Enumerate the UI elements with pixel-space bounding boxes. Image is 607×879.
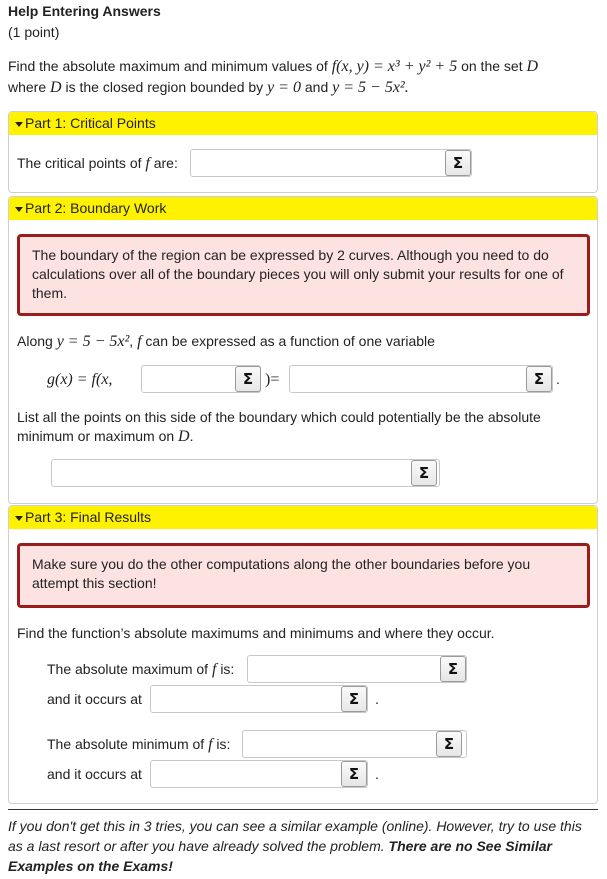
absolute-max-f: f	[211, 661, 217, 678]
along-curve: y = 5 − 5x²	[56, 333, 130, 350]
boundary-points-end: .	[189, 428, 194, 444]
problem-text-4: is the closed region bounded by	[65, 79, 264, 95]
g-of-x-input[interactable]	[289, 365, 553, 393]
critical-points-prompt	[17, 154, 178, 173]
collapse-triangle-icon	[15, 207, 23, 212]
final-instruction: Find the function’s absolute maximums and minimums and where they occur.	[17, 625, 495, 641]
absolute-max-location-input[interactable]	[150, 685, 368, 713]
absolute-min-input[interactable]	[242, 730, 467, 758]
help-entering-answers-link[interactable]: Help Entering Answers	[8, 3, 161, 19]
problem-text-3: where	[8, 79, 47, 95]
along-curve-text	[17, 332, 435, 351]
problem-function: f(x, y) = x³ + y² + 5	[331, 58, 458, 75]
equation-editor-sigma-icon[interactable]: Σ	[341, 686, 367, 712]
equation-editor-sigma-icon[interactable]: Σ	[436, 731, 462, 757]
period: .	[556, 371, 560, 387]
absolute-max-text-1: The absolute maximum of	[47, 661, 209, 677]
g-of-x-label: g(x) = f(x,	[47, 371, 113, 388]
final-results-alert: Make sure you do the other computations along the other boundaries before you attempt this section!	[17, 543, 590, 608]
problem-set-d: D	[50, 79, 62, 96]
critical-points-input[interactable]	[190, 149, 472, 177]
absolute-min-location-label: and it occurs at	[47, 766, 142, 782]
part-1-section	[8, 111, 598, 193]
equation-editor-sigma-icon[interactable]: Σ	[411, 460, 437, 486]
absolute-min-label	[47, 735, 230, 754]
part-1-header[interactable]	[9, 112, 597, 135]
absolute-max-location-label: and it occurs at	[47, 691, 142, 707]
along-text-3: can be expressed as a function of one variable	[145, 333, 435, 349]
problem-set: D	[526, 58, 539, 75]
critical-points-f: f	[145, 155, 150, 172]
along-text-2: ,	[129, 333, 134, 349]
equation-editor-sigma-icon[interactable]: Σ	[341, 761, 367, 787]
problem-statement	[8, 56, 598, 98]
absolute-min-text-2: is:	[216, 736, 231, 752]
collapse-triangle-icon	[15, 516, 23, 521]
equation-editor-sigma-icon[interactable]: Σ	[445, 150, 471, 176]
absolute-max-text-2: is:	[220, 661, 235, 677]
problem-text-1: Find the absolute maximum and minimum values of	[8, 58, 328, 74]
problem-bound-2: y = 5 − 5x².	[332, 79, 409, 96]
critical-points-text-1: The critical points of	[17, 155, 142, 171]
problem-text-5: and	[304, 79, 329, 95]
boundary-points-input[interactable]	[51, 459, 440, 487]
collapse-triangle-icon	[15, 122, 23, 127]
critical-points-text-2: are:	[153, 155, 178, 171]
boundary-points-d: D	[178, 428, 190, 445]
equation-editor-sigma-icon[interactable]: Σ	[526, 366, 552, 392]
along-text-1: Along	[17, 333, 53, 349]
problem-text-2: on the set	[461, 58, 523, 74]
footer-divider	[8, 809, 598, 810]
absolute-max-label	[47, 660, 234, 679]
equation-editor-sigma-icon[interactable]: Σ	[440, 656, 466, 682]
absolute-min-f: f	[208, 736, 213, 753]
equals-sign: )=	[265, 371, 280, 388]
boundary-points-text: List all the points on this side of the boundary which could potentially be the absolute minimum or maximum on	[17, 409, 541, 444]
boundary-points-prompt	[17, 408, 577, 446]
part-1-title: Part 1: Critical Points	[25, 115, 156, 131]
part-2-header[interactable]	[9, 197, 597, 220]
part-3-header[interactable]	[9, 506, 597, 529]
problem-bound-1: y = 0	[267, 79, 301, 96]
part-3-title: Part 3: Final Results	[25, 509, 152, 525]
part-2-title: Part 2: Boundary Work	[25, 200, 167, 216]
along-f: f	[137, 333, 142, 350]
boundary-info-alert: The boundary of the region can be expressed by 2 curves. Although you need to do calculations over all of the boundary pieces you will only submit your results for one of them.	[17, 234, 590, 316]
absolute-max-input[interactable]	[247, 655, 467, 683]
points-label: (1 point)	[8, 24, 60, 40]
absolute-min-location-input[interactable]	[150, 760, 368, 788]
period: .	[375, 766, 379, 782]
absolute-min-text-1: The absolute minimum of	[47, 736, 205, 752]
footer-bold-text: There are no See Similar Examples on the Exams!	[8, 838, 552, 874]
footer-note	[8, 816, 598, 876]
equation-editor-sigma-icon[interactable]: Σ	[235, 366, 261, 392]
footer-text: If you don't get this in 3 tries, you can see a similar example (online). However, try to use this as a last resort or after you have already solved the problem.	[8, 818, 582, 854]
part-3-section	[8, 505, 598, 804]
part-2-section	[8, 196, 598, 504]
period: .	[375, 691, 379, 707]
